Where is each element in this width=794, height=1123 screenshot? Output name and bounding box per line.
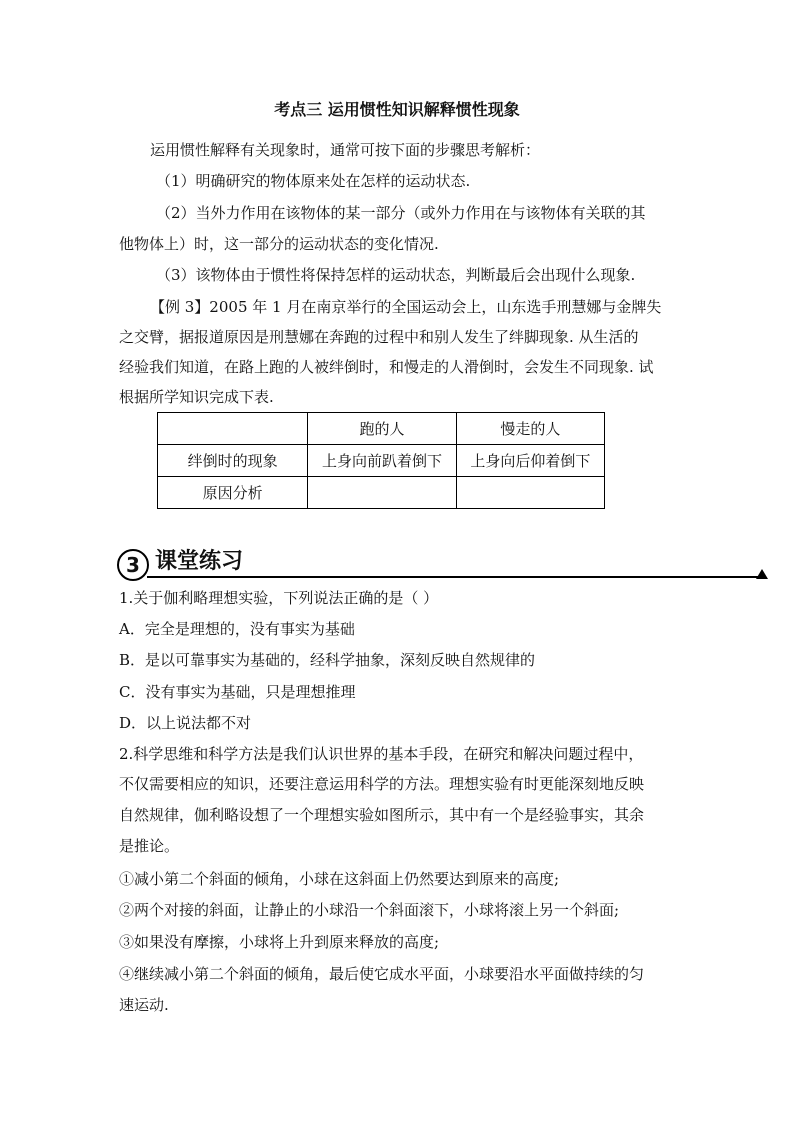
table-cell <box>308 477 456 509</box>
question-2-stem-line: 不仅需要相应的知识，还要注意运用科学的方法。理想实验有时更能深刻地反映 <box>119 775 645 793</box>
comparison-table <box>157 412 605 509</box>
table-cell: 上身向后仰着倒下 <box>456 445 604 477</box>
table-cell: 原因分析 <box>158 477 308 509</box>
example-line-2: 之交臂，据报道原因是刑慧娜在奔跑的过程中和别人发生了绊脚现象. 从生活的 <box>119 328 639 346</box>
section-title: 课堂练习 <box>155 549 244 574</box>
question-1-option-b: B．是以可靠事实为基础的，经科学抽象，深刻反映自然规律的 <box>119 651 536 669</box>
table-cell <box>456 477 604 509</box>
question-2-item-1: ①减小第二个斜面的倾角，小球在这斜面上仍然要达到原来的高度; <box>119 870 560 888</box>
example-line-3: 经验我们知道，在路上跑的人被绊倒时，和慢走的人滑倒时，会发生不同现象. 试 <box>119 358 654 376</box>
section-number-badge: 3 <box>117 549 149 581</box>
practice-section-header <box>117 546 770 580</box>
table-header-cell: 跑的人 <box>308 413 456 445</box>
section-rule <box>147 576 759 578</box>
question-1-option-c: C．没有事实为基础，只是理想推理 <box>119 683 356 701</box>
question-2-stem-line: 2.科学思维和科学方法是我们认识世界的基本手段，在研究和解决问题过程中， <box>119 745 644 763</box>
table-header-cell <box>158 413 308 445</box>
table-row <box>158 477 605 509</box>
step-2-continued: 他物体上）时，这一部分的运动状态的变化情况. <box>119 235 439 253</box>
example-line-4: 根据所学知识完成下表. <box>119 388 274 406</box>
example-line-1: 【例 3】2005 年 1 月在南京举行的全国运动会上，山东选手刑慧娜与金牌失 <box>150 298 662 316</box>
table-cell: 上身向前趴着倒下 <box>308 445 456 477</box>
question-1-stem: 1.关于伽利略理想实验，下列说法正确的是（ ） <box>119 589 439 607</box>
question-1-option-a: A．完全是理想的，没有事实为基础 <box>119 620 355 638</box>
table-cell: 绊倒时的现象 <box>158 445 308 477</box>
triangle-marker-icon <box>756 569 768 579</box>
question-2-item-3: ③如果没有摩擦，小球将上升到原来释放的高度; <box>119 933 440 951</box>
question-2-item-4: ④继续减小第二个斜面的倾角，最后使它成水平面，小球要沿水平面做持续的匀 <box>119 965 645 983</box>
step-2: （2）当外力作用在该物体的某一部分（或外力作用在与该物体有关联的其 <box>156 204 646 222</box>
step-1: （1）明确研究的物体原来处在怎样的运动状态. <box>156 172 471 190</box>
question-1-option-d: D．以上说法都不对 <box>119 714 252 732</box>
table-header-cell: 慢走的人 <box>456 413 604 445</box>
question-2-item-4-continued: 速运动. <box>119 996 169 1014</box>
table-row <box>158 445 605 477</box>
question-2-item-2: ②两个对接的斜面，让静止的小球沿一个斜面滚下，小球将滚上另一个斜面; <box>119 901 620 919</box>
question-2-stem-line: 是推论。 <box>119 837 180 855</box>
section-heading: 考点三 运用惯性知识解释惯性现象 <box>274 100 520 119</box>
table-header-row <box>158 413 605 445</box>
step-3: （3）该物体由于惯性将保持怎样的运动状态，判断最后会出现什么现象. <box>156 266 636 284</box>
question-2-stem-line: 自然规律，伽利略设想了一个理想实验如图所示，其中有一个是经验事实，其余 <box>119 806 645 824</box>
intro-text: 运用惯性解释有关现象时，通常可按下面的步骤思考解析： <box>150 141 541 159</box>
